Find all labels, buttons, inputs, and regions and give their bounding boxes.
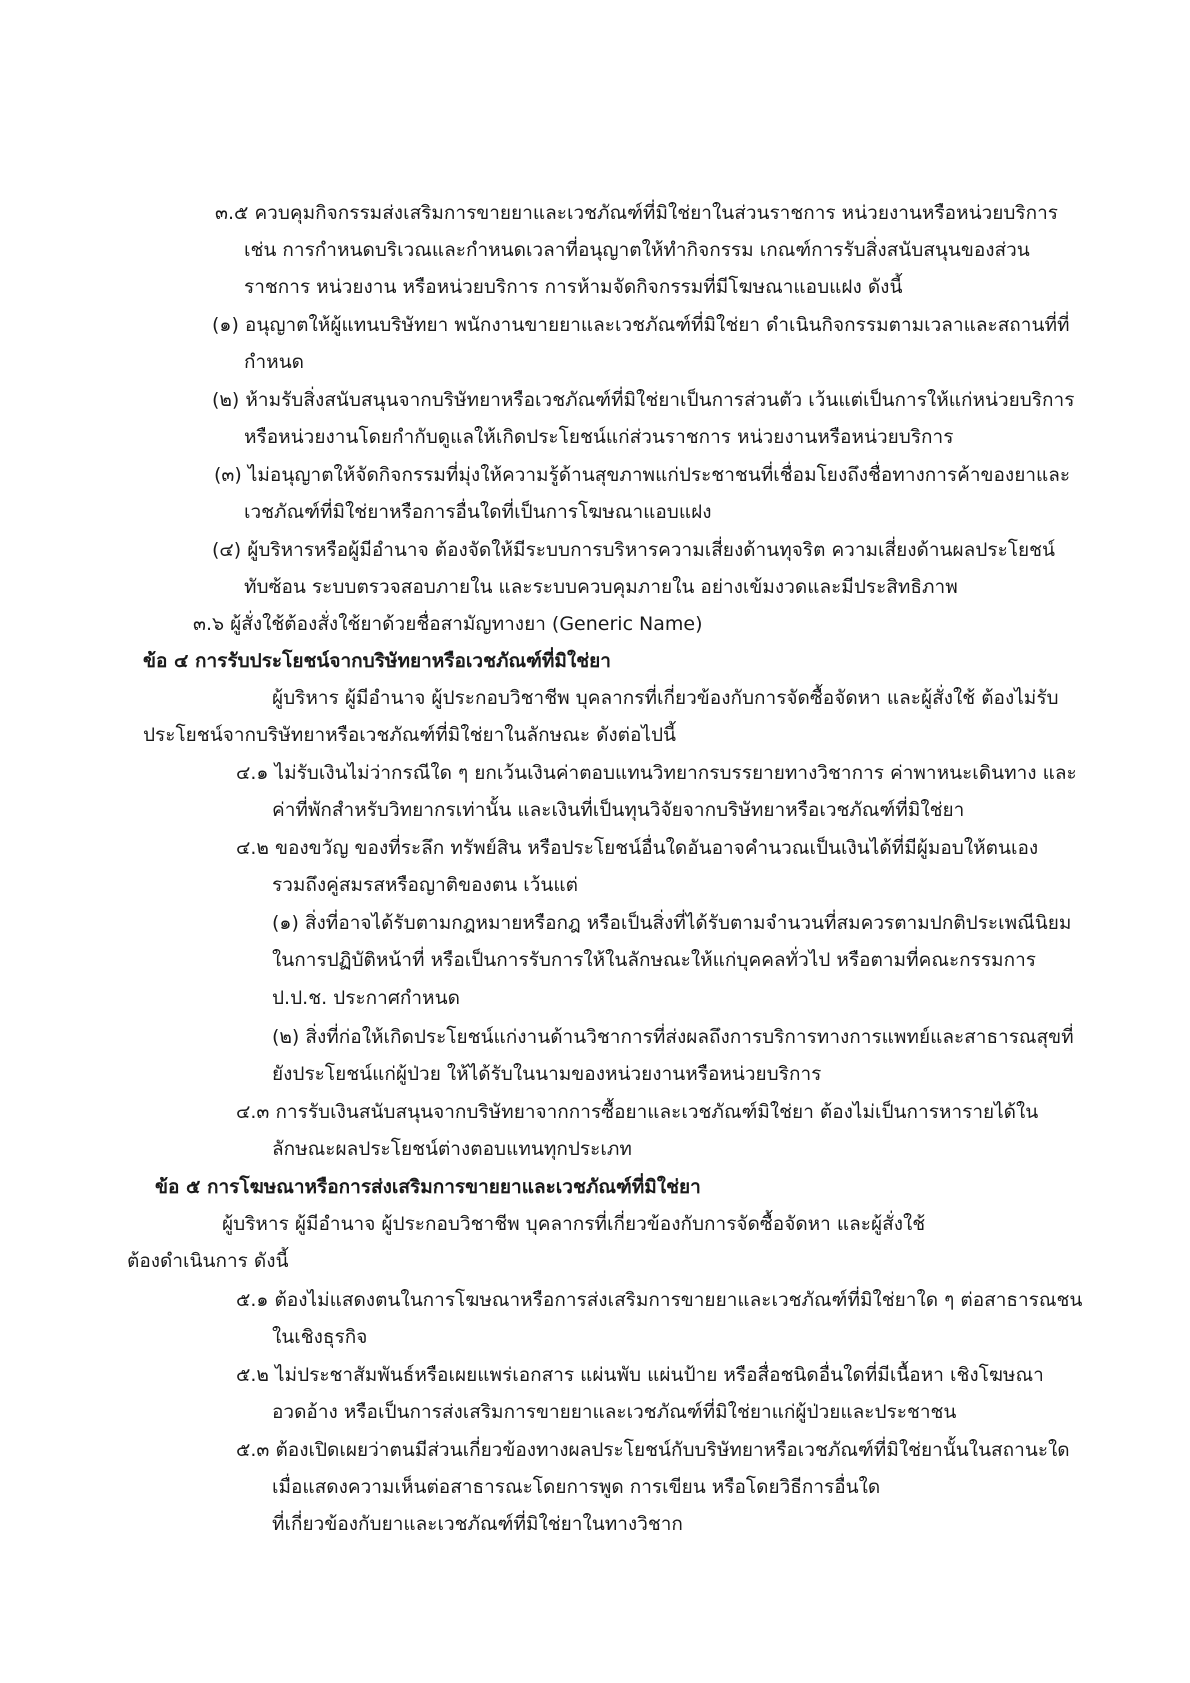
item-4-2-line-2: รวมถึงคู่สมรสหรือญาติของตน เว้นแต่ xyxy=(272,874,578,896)
item-3-5-line-3: ราชการ หน่วยงาน หรือหน่วยบริการ การห้ามจัดกิจกรรมที่มีโฆษณาแอบแฝง ดังนี้ xyxy=(244,276,903,298)
section-4-intro-line-1: ผู้บริหาร ผู้มีอำนาจ ผู้ประกอบวิชาชีพ บุคลากรที่เกี่ยวข้องกับการจัดซื้อจัดหา และผู้สั่งใช้ ต้องไม่รับ xyxy=(272,687,1059,709)
item-4-3-line-2: ลักษณะผลประโยชน์ต่างตอบแทนทุกประเภท xyxy=(272,1138,632,1160)
section-5-intro-line-2: ต้องดำเนินการ ดังนี้ xyxy=(127,1250,289,1272)
item-3-6: ๓.๖ ผู้สั่งใช้ต้องสั่งใช้ยาด้วยชื่อสามัญทางยา (Generic Name) xyxy=(193,613,703,635)
item-4-1-line-2: ค่าที่พักสำหรับวิทยากรเท่านั้น และเงินที่เป็นทุนวิจัยจากบริษัทยาหรือเวชภัณฑ์ที่มิใช่ยา xyxy=(272,799,965,821)
item-4-3-line-1: ๔.๓ การรับเงินสนับสนุนจากบริษัทยาจากการซื้อยาและเวชภัณฑ์มิใช่ยา ต้องไม่เป็นการหารายได้ใน xyxy=(236,1101,1039,1123)
item-4-1-line-1: ๔.๑ ไม่รับเงินไม่ว่ากรณีใด ๆ ยกเว้นเงินค่าตอบแทนวิทยากรบรรยายทางวิชาการ ค่าพาหนะเดินทาง และ xyxy=(236,762,1077,784)
item-4-2-1-line-1: (๑) สิ่งที่อาจได้รับตามกฎหมายหรือกฎ หรือเป็นสิ่งที่ได้รับตามจำนวนที่สมควรตามปกติประเพณีนิยม xyxy=(272,912,1072,934)
item-4-2-2-line-2: ยังประโยชน์แก่ผู้ป่วย ให้ได้รับในนามของหน่วยงานหรือหน่วยบริการ xyxy=(272,1063,822,1085)
section-5-heading: ข้อ ๕ การโฆษณาหรือการส่งเสริมการขายยาและเวชภัณฑ์ที่มิใช่ยา xyxy=(155,1176,701,1198)
section-5-intro-line-1: ผู้บริหาร ผู้มีอำนาจ ผู้ประกอบวิชาชีพ บุคลากรที่เกี่ยวข้องกับการจัดซื้อจัดหา และผู้สั่งใช้ xyxy=(222,1213,926,1235)
sub-1-line-1: (๑) อนุญาตให้ผู้แทนบริษัทยา พนักงานขายยาและเวชภัณฑ์ที่มิใช่ยา ดำเนินกิจกรรมตามเวลาและสถานที่ที่ xyxy=(212,314,1070,336)
item-4-2-1-line-2: ในการปฏิบัติหน้าที่ หรือเป็นการรับการให้ในลักษณะให้แก่บุคคลทั่วไป หรือตามที่คณะกรรมการ xyxy=(272,949,1036,971)
item-5-3-line-2: เมื่อแสดงความเห็นต่อสาธารณะโดยการพูด การเขียน หรือโดยวิธีการอื่นใด xyxy=(272,1476,881,1498)
section-4-intro-line-2: ประโยชน์จากบริษัทยาหรือเวชภัณฑ์ที่มิใช่ยาในลักษณะ ดังต่อไปนี้ xyxy=(143,724,677,746)
sub-3-line-1: (๓) ไม่อนุญาตให้จัดกิจกรรมที่มุ่งให้ความรู้ด้านสุขภาพแก่ประชาชนที่เชื่อมโยงถึงชื่อทางการค้าของยาและ xyxy=(214,464,1071,486)
item-3-5-line-2: เช่น การกำหนดบริเวณและกำหนดเวลาที่อนุญาตให้ทำกิจกรรม เกณฑ์การรับสิ่งสนับสนุนของส่วน xyxy=(244,239,1030,261)
item-3-5-line-1: ๓.๕ ควบคุมกิจกรรมส่งเสริมการขายยาและเวชภัณฑ์ที่มิใช่ยาในส่วนราชการ หน่วยงานหรือหน่วยบริการ xyxy=(215,202,1059,224)
item-5-2-line-1: ๕.๒ ไม่ประชาสัมพันธ์หรือเผยแพร่เอกสาร แผ่นพับ แผ่นป้าย หรือสื่อชนิดอื่นใดที่มีเนื้อหา เชิงโฆษณา xyxy=(236,1364,1044,1386)
item-5-3-line-3: ที่เกี่ยวข้องกับยาและเวชภัณฑ์ที่มิใช่ยาในทางวิชาก xyxy=(272,1513,683,1535)
sub-2-line-1: (๒) ห้ามรับสิ่งสนับสนุนจากบริษัทยาหรือเวชภัณฑ์ที่มิใช่ยาเป็นการส่วนตัว เว้นแต่เป็นการให้แก่หน่วยบริการ xyxy=(212,389,1075,411)
sub-4-line-2: ทับซ้อน ระบบตรวจสอบภายใน และระบบควบคุมภายใน อย่างเข้มงวดและมีประสิทธิภาพ xyxy=(244,576,958,598)
item-4-2-1-line-3: ป.ป.ช. ประกาศกำหนด xyxy=(272,987,460,1009)
section-4-heading: ข้อ ๔ การรับประโยชน์จากบริษัทยาหรือเวชภัณฑ์ที่มิใช่ยา xyxy=(143,650,611,672)
item-4-2-line-1: ๔.๒ ของขวัญ ของที่ระลึก ทรัพย์สิน หรือประโยชน์อื่นใดอันอาจคำนวณเป็นเงินได้ที่มีผู้มอบให้ตนเอง xyxy=(236,837,1039,859)
item-4-2-2-line-1: (๒) สิ่งที่ก่อให้เกิดประโยชน์แก่งานด้านวิชาการที่ส่งผลถึงการบริการทางการแพทย์และสาธารณสุขที่ xyxy=(272,1026,1074,1048)
item-5-3-line-1: ๕.๓ ต้องเปิดเผยว่าตนมีส่วนเกี่ยวข้องทางผลประโยชน์กับบริษัทยาหรือเวชภัณฑ์ที่มิใช่ยานั้นในสถานะใด xyxy=(236,1439,1070,1461)
sub-4-line-1: (๔) ผู้บริหารหรือผู้มีอำนาจ ต้องจัดให้มีระบบการบริหารความเสี่ยงด้านทุจริต ความเสี่ยงด้านผลประโยชน์ xyxy=(212,539,1055,561)
sub-2-line-2: หรือหน่วยงานโดยกำกับดูแลให้เกิดประโยชน์แก่ส่วนราชการ หน่วยงานหรือหน่วยบริการ xyxy=(244,426,954,448)
sub-1-line-2: กำหนด xyxy=(244,351,305,373)
item-5-1-line-1: ๕.๑ ต้องไม่แสดงตนในการโฆษณาหรือการส่งเสริมการขายยาและเวชภัณฑ์ที่มิใช่ยาใด ๆ ต่อสาธารณชน xyxy=(236,1289,1083,1311)
item-5-1-line-2: ในเชิงธุรกิจ xyxy=(272,1326,368,1348)
item-5-2-line-2: อวดอ้าง หรือเป็นการส่งเสริมการขายยาและเวชภัณฑ์ที่มิใช่ยาแก่ผู้ป่วยและประชาชน xyxy=(272,1401,957,1423)
sub-3-line-2: เวชภัณฑ์ที่มิใช่ยาหรือการอื่นใดที่เป็นการโฆษณาแอบแฝง xyxy=(244,501,712,523)
